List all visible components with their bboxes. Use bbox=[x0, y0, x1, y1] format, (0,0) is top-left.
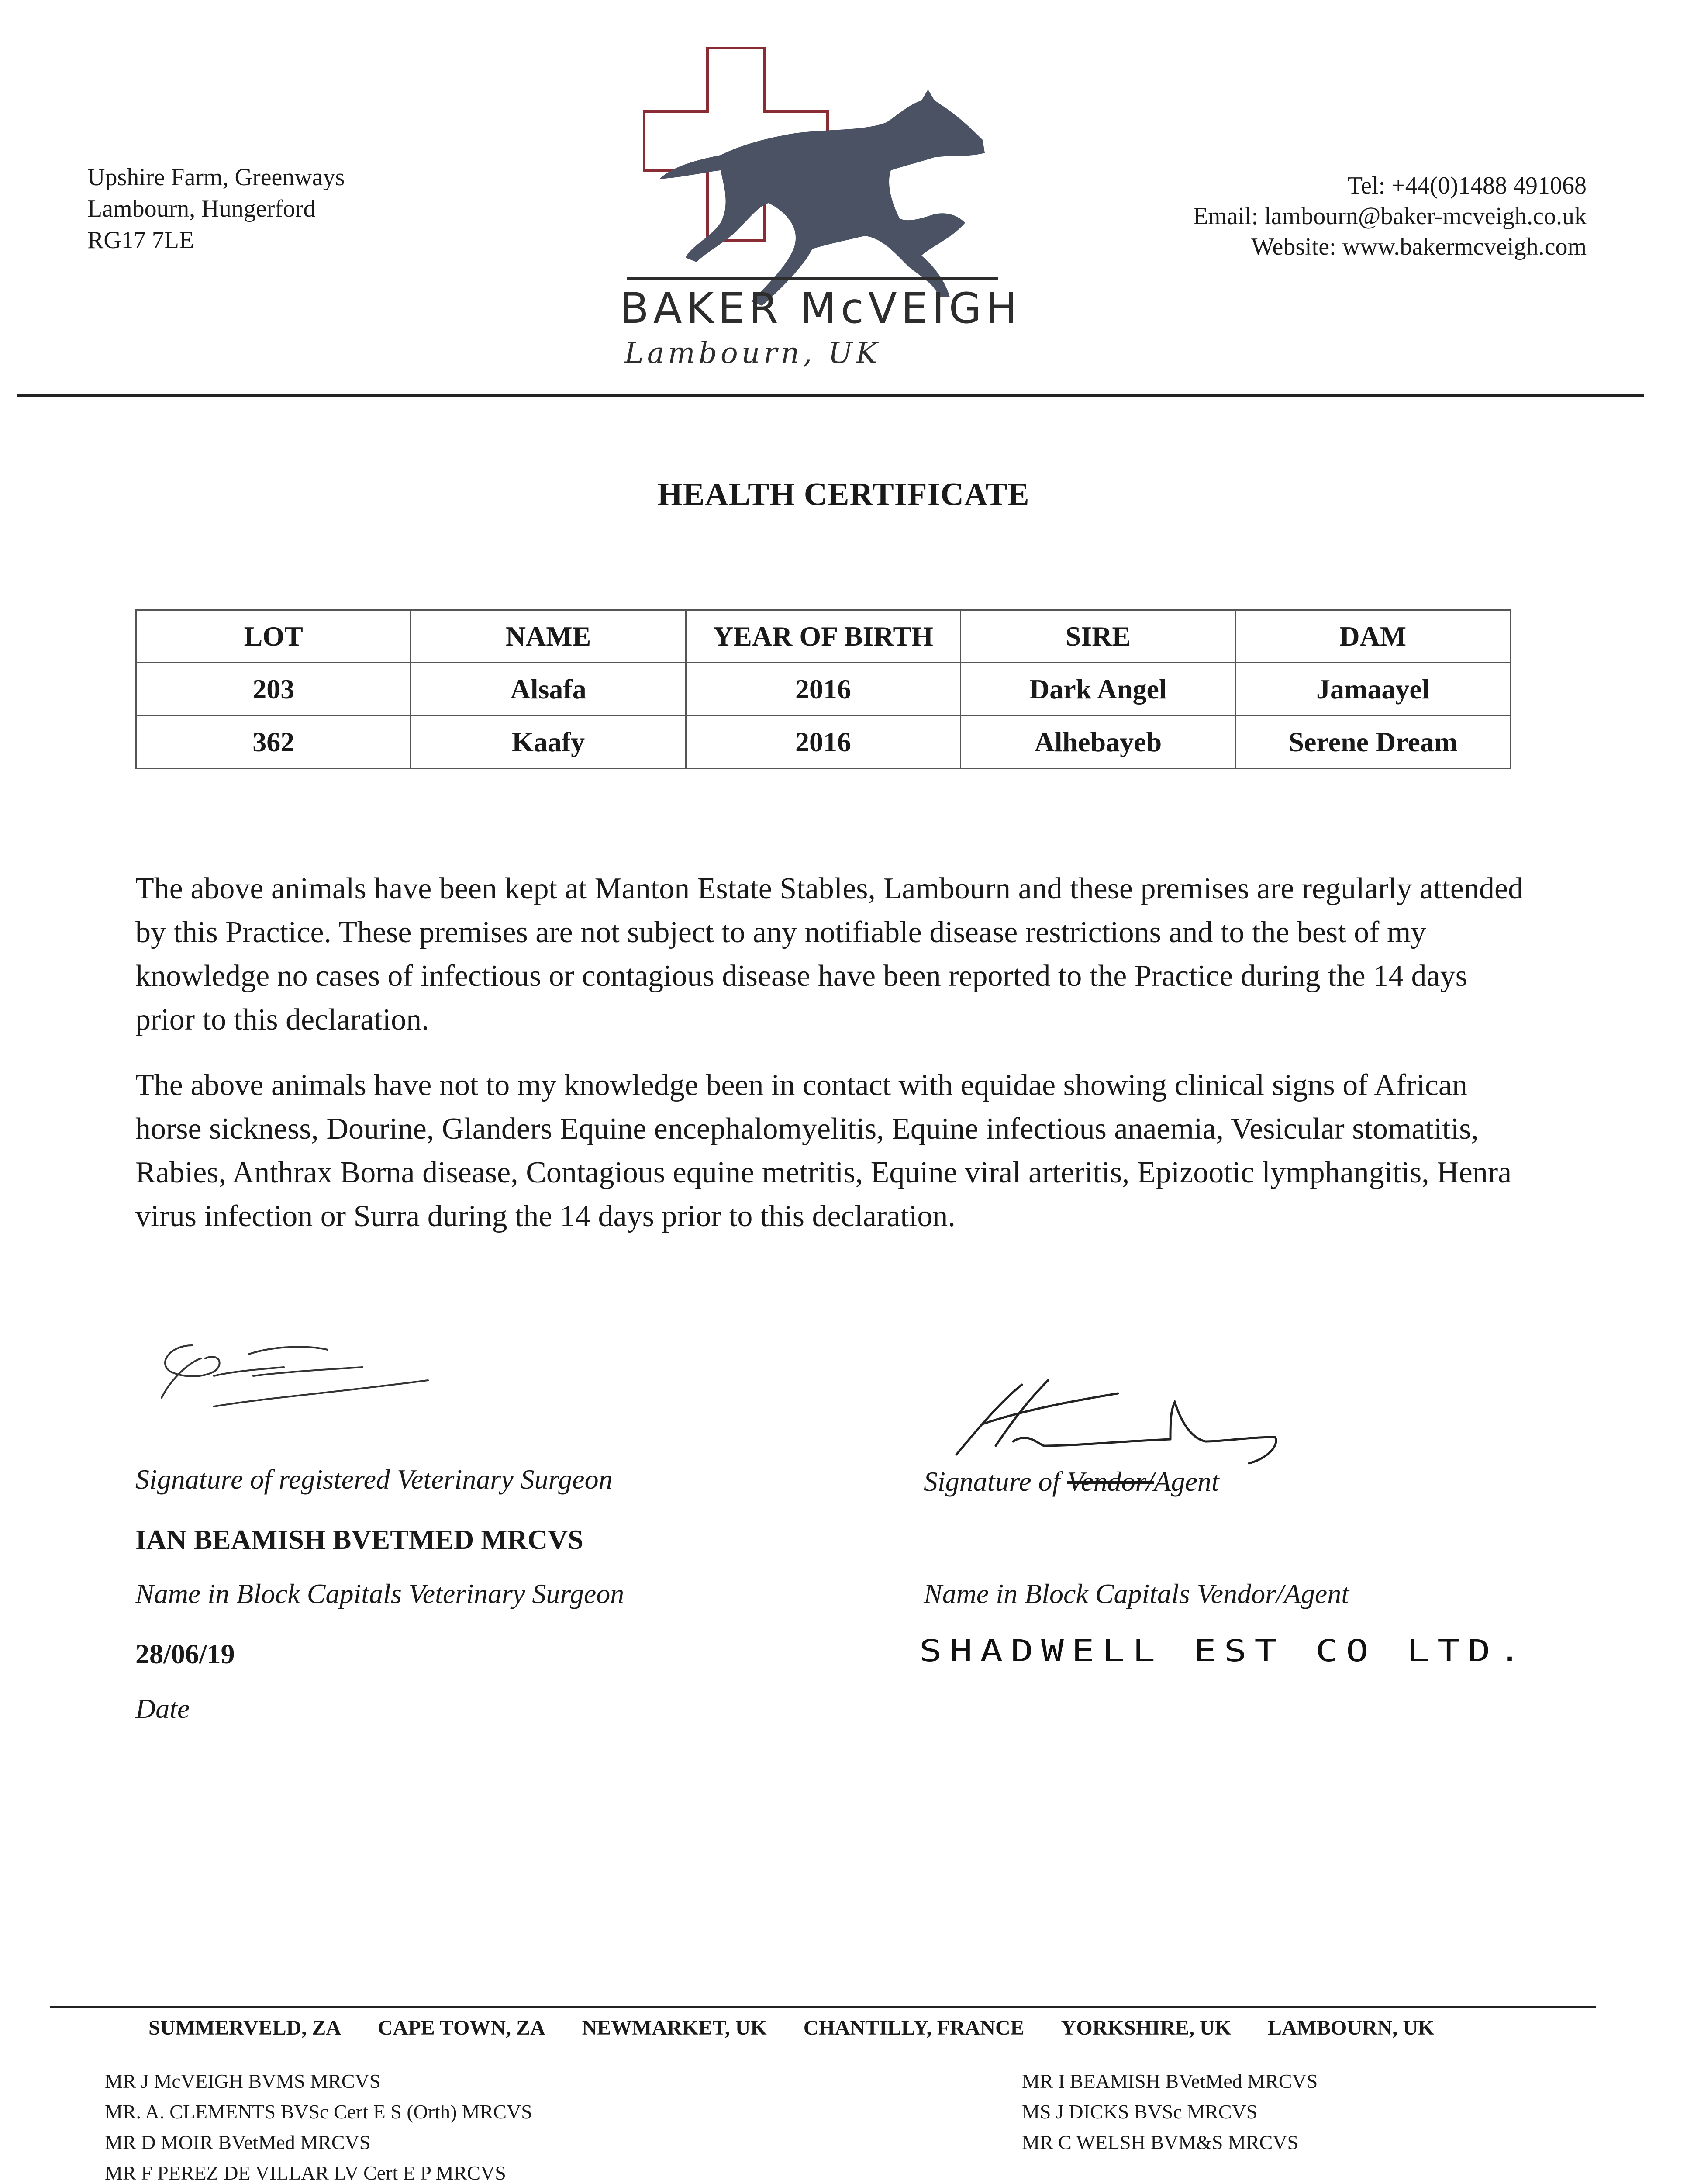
table-header-row bbox=[136, 610, 1511, 663]
table-cell: 2016 bbox=[686, 716, 960, 769]
table-cell: Jamaayel bbox=[1235, 663, 1510, 716]
location-item: SUMMERVELD, ZA bbox=[148, 2016, 341, 2039]
column-header: DAM bbox=[1235, 610, 1510, 663]
page-title: HEALTH CERTIFICATE bbox=[657, 477, 1030, 512]
staff-item: MR. A. CLEMENTS BVSc Cert E S (Orth) MRCVS bbox=[105, 2101, 532, 2123]
agent-signature-label bbox=[924, 1465, 1219, 1498]
declaration-paragraph-2: The above animals have not to my knowledge been in contact with equidae showing clinical signs of African horse sickness, Dourine, Glanders Equine encephalomyelitis, Equine infectious anaemia, Vesicular stomatitis, Rabies, Anthrax Borna disease, Contagious equine metritis, Equine viral arteritis, Epizootic lymphangitis, Henra virus infection or Surra during the 14 days prior to this declaration. bbox=[135, 1068, 1512, 1233]
vet-signature bbox=[144, 1328, 441, 1433]
certificate-date: 28/06/19 bbox=[135, 1638, 235, 1669]
agent-label-suffix: Agent bbox=[1154, 1466, 1219, 1497]
staff-item: MS J DICKS BVSc MRCVS bbox=[1022, 2101, 1258, 2123]
table-cell: Alhebayeb bbox=[961, 716, 1235, 769]
agent-signature bbox=[943, 1376, 1314, 1472]
agent-name-label: Name in Block Capitals Vendor/Agent bbox=[924, 1578, 1349, 1609]
logo-underline bbox=[627, 277, 998, 280]
address-line-2: Lambourn, Hungerford bbox=[87, 195, 316, 222]
brand-location: Lambourn, UK bbox=[624, 336, 881, 370]
office-locations bbox=[148, 2016, 1546, 2040]
contact-email: Email: lambourn@baker-mcveigh.co.uk bbox=[1193, 203, 1587, 230]
table-cell: 362 bbox=[136, 716, 411, 769]
staff-list-left bbox=[105, 2066, 532, 2184]
location-item: YORKSHIRE, UK bbox=[1061, 2016, 1232, 2039]
column-header: LOT bbox=[136, 610, 411, 663]
table-cell: Alsafa bbox=[411, 663, 686, 716]
staff-item: MR F PEREZ DE VILLAR LV Cert E P MRCVS bbox=[105, 2162, 506, 2184]
declaration-paragraph-1: The above animals have been kept at Manton Estate Stables, Lambourn and these premises are regularly attended by this Practice. These premises are not subject to any notifiable disease restrictions and to the best of my knowledge no cases of infectious or contagious disease have been reported to the Practice during the 14 days prior to this declaration. bbox=[135, 872, 1524, 1037]
table-cell: Kaafy bbox=[411, 716, 686, 769]
staff-item: MR I BEAMISH BVetMed MRCVS bbox=[1022, 2070, 1318, 2092]
lots-table bbox=[135, 609, 1511, 769]
vet-signature-label: Signature of registered Veterinary Surgeon bbox=[135, 1464, 613, 1495]
brand-name: BAKER McVEIGH bbox=[620, 284, 1022, 333]
address-line-3: RG17 7LE bbox=[87, 227, 194, 254]
header-divider bbox=[17, 394, 1644, 397]
table-cell: 2016 bbox=[686, 663, 960, 716]
column-header: NAME bbox=[411, 610, 686, 663]
table-cell: Serene Dream bbox=[1235, 716, 1510, 769]
table-cell: Dark Angel bbox=[961, 663, 1235, 716]
staff-list-right bbox=[1022, 2066, 1318, 2158]
footer-divider bbox=[50, 2006, 1596, 2008]
column-header: SIRE bbox=[961, 610, 1235, 663]
location-item: LAMBOURN, UK bbox=[1268, 2016, 1435, 2039]
column-header: YEAR OF BIRTH bbox=[686, 610, 960, 663]
vet-name: IAN BEAMISH BVETMED MRCVS bbox=[135, 1524, 583, 1555]
staff-item: MR D MOIR BVetMed MRCVS bbox=[105, 2131, 371, 2153]
contact-website: Website: www.bakermcveigh.com bbox=[1251, 233, 1587, 260]
location-item: CHANTILLY, FRANCE bbox=[803, 2016, 1025, 2039]
staff-item: MR C WELSH BVM&S MRCVS bbox=[1022, 2131, 1299, 2153]
contact-tel: Tel: +44(0)1488 491068 bbox=[1347, 172, 1587, 199]
table-row bbox=[136, 716, 1511, 769]
address-line-1: Upshire Farm, Greenways bbox=[87, 164, 345, 191]
staff-item: MR J McVEIGH BVMS MRCVS bbox=[105, 2070, 381, 2092]
practice-contact bbox=[1193, 170, 1587, 262]
vet-name-label: Name in Block Capitals Veterinary Surgeon bbox=[135, 1578, 624, 1609]
date-label: Date bbox=[135, 1693, 190, 1724]
table-row bbox=[136, 663, 1511, 716]
agent-label-struck: Vendor/ bbox=[1067, 1466, 1154, 1497]
table-cell: 203 bbox=[136, 663, 411, 716]
location-item: NEWMARKET, UK bbox=[582, 2016, 767, 2039]
agent-label-prefix: Signature of bbox=[924, 1466, 1067, 1497]
location-item: CAPE TOWN, ZA bbox=[378, 2016, 545, 2039]
agent-name-handwritten: SHADWELL EST CO LTD. bbox=[919, 1634, 1529, 1669]
practice-address bbox=[87, 162, 345, 256]
